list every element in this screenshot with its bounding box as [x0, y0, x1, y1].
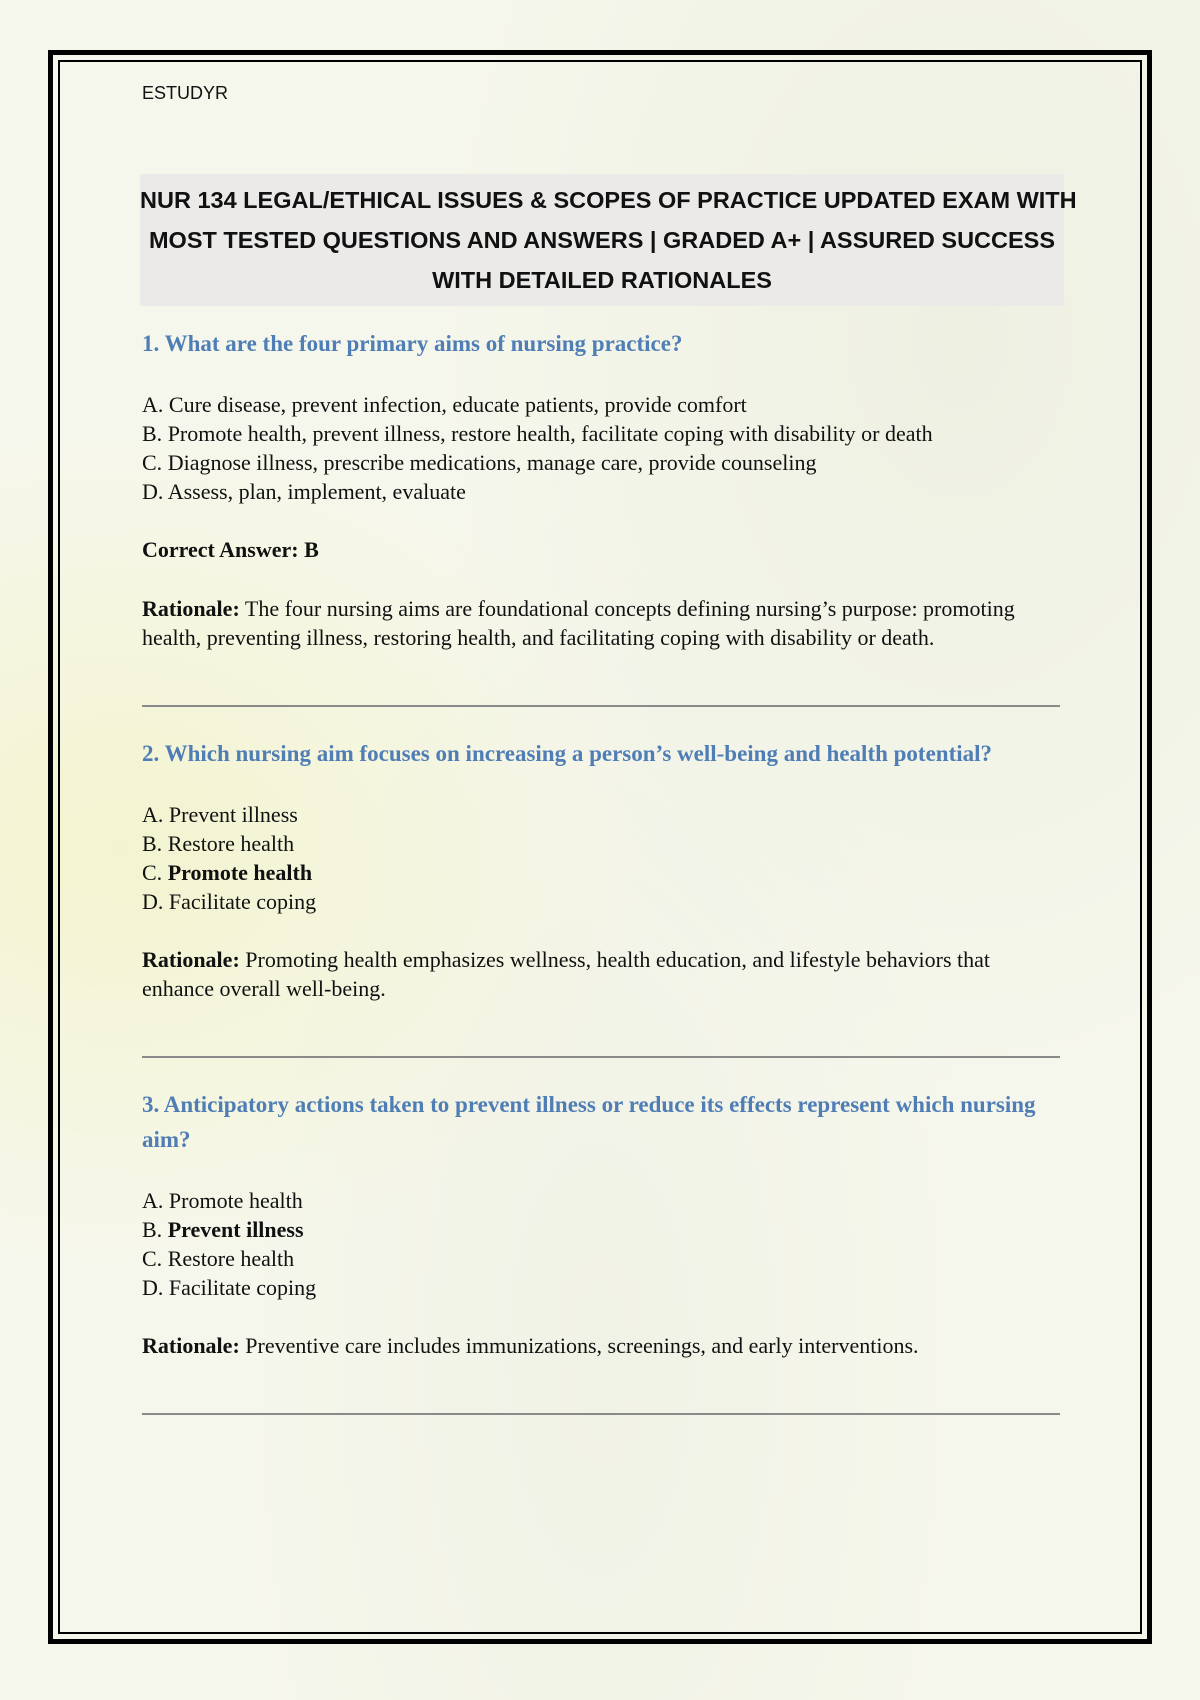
- document-content: [140, 80, 1077, 1415]
- option-letter: C.: [142, 860, 163, 885]
- option-text: Assess, plan, implement, evaluate: [167, 479, 466, 504]
- option-item: [142, 829, 1062, 858]
- option-text: Facilitate coping: [168, 889, 317, 914]
- option-letter: C.: [142, 1246, 163, 1271]
- option-letter: A.: [142, 802, 164, 827]
- rationale: [142, 945, 1062, 1003]
- question-block-1: [142, 326, 1062, 707]
- rationale: [142, 1331, 1062, 1360]
- option-text: Facilitate coping: [168, 1275, 317, 1300]
- option-letter: B.: [142, 1217, 163, 1242]
- option-text-correct: Prevent illness: [167, 1217, 304, 1242]
- question-text: 2. Which nursing aim focuses on increasing a person’s well-being and health potential?: [142, 741, 993, 766]
- question-block-2: [142, 736, 1062, 1058]
- option-text: Promote health: [168, 1188, 303, 1213]
- option-item: [142, 477, 1062, 506]
- rationale: [142, 594, 1062, 652]
- question-text: 3. Anticipatory actions taken to prevent illness or reduce its effects represent which nursing aim?: [142, 1092, 1036, 1152]
- rationale-label: Rationale:: [142, 947, 240, 972]
- answer-options: [142, 390, 1062, 506]
- option-text: Restore health: [167, 1246, 295, 1271]
- answer-options: [142, 1186, 1062, 1302]
- option-item: [142, 858, 1062, 887]
- correct-answer: Correct Answer: B: [142, 537, 319, 562]
- rationale-text: The four nursing aims are foundational concepts defining nursing’s purpose: promoting health, preventing illness, restoring health, and facilitating coping with disability or death.: [142, 596, 1015, 650]
- rationale-text: Preventive care includes immunizations, screenings, and early interventions.: [245, 1333, 919, 1358]
- option-letter: B.: [142, 831, 163, 856]
- option-letter: D.: [142, 889, 164, 914]
- option-item: [142, 419, 1062, 448]
- option-text: Diagnose illness, prescribe medications, manage care, provide counseling: [167, 450, 817, 475]
- option-item: [142, 390, 1062, 419]
- option-item: [142, 1215, 1062, 1244]
- option-item: [142, 887, 1062, 916]
- option-text: Promote health, prevent illness, restore health, facilitate coping with disability or death: [167, 421, 933, 446]
- option-item: [142, 1186, 1062, 1215]
- rationale-label: Rationale:: [142, 596, 240, 621]
- option-letter: B.: [142, 421, 163, 446]
- question-block-3: [142, 1087, 1062, 1415]
- rationale-label: Rationale:: [142, 1333, 240, 1358]
- title-line: NUR 134 LEGAL/ETHICAL ISSUES & SCOPES OF PRACTICE UPDATED EXAM WITH: [140, 187, 1077, 213]
- option-letter: D.: [142, 479, 164, 504]
- option-text: Cure disease, prevent infection, educate patients, provide comfort: [168, 392, 747, 417]
- answer-options: [142, 800, 1062, 916]
- option-item: [142, 1244, 1062, 1273]
- section-divider: [142, 705, 1060, 707]
- option-text: Restore health: [167, 831, 295, 856]
- option-letter: C.: [142, 450, 163, 475]
- option-item: [142, 1273, 1062, 1302]
- section-divider: [142, 1413, 1060, 1415]
- title-line: WITH DETAILED RATIONALES: [432, 267, 772, 293]
- question-text: 1. What are the four primary aims of nursing practice?: [142, 331, 683, 356]
- option-text-correct: Promote health: [167, 860, 313, 885]
- brand-label: ESTUDYR: [142, 83, 229, 103]
- option-text: Prevent illness: [168, 802, 298, 827]
- option-item: [142, 448, 1062, 477]
- option-letter: A.: [142, 392, 164, 417]
- document-title: [140, 174, 1077, 306]
- title-line: MOST TESTED QUESTIONS AND ANSWERS | GRADED A+ | ASSURED SUCCESS: [148, 227, 1056, 253]
- option-item: [142, 800, 1062, 829]
- section-divider: [142, 1056, 1060, 1058]
- option-letter: D.: [142, 1275, 164, 1300]
- rationale-text: Promoting health emphasizes wellness, health education, and lifestyle behaviors that enhance overall well-being.: [142, 947, 991, 1001]
- option-letter: A.: [142, 1188, 164, 1213]
